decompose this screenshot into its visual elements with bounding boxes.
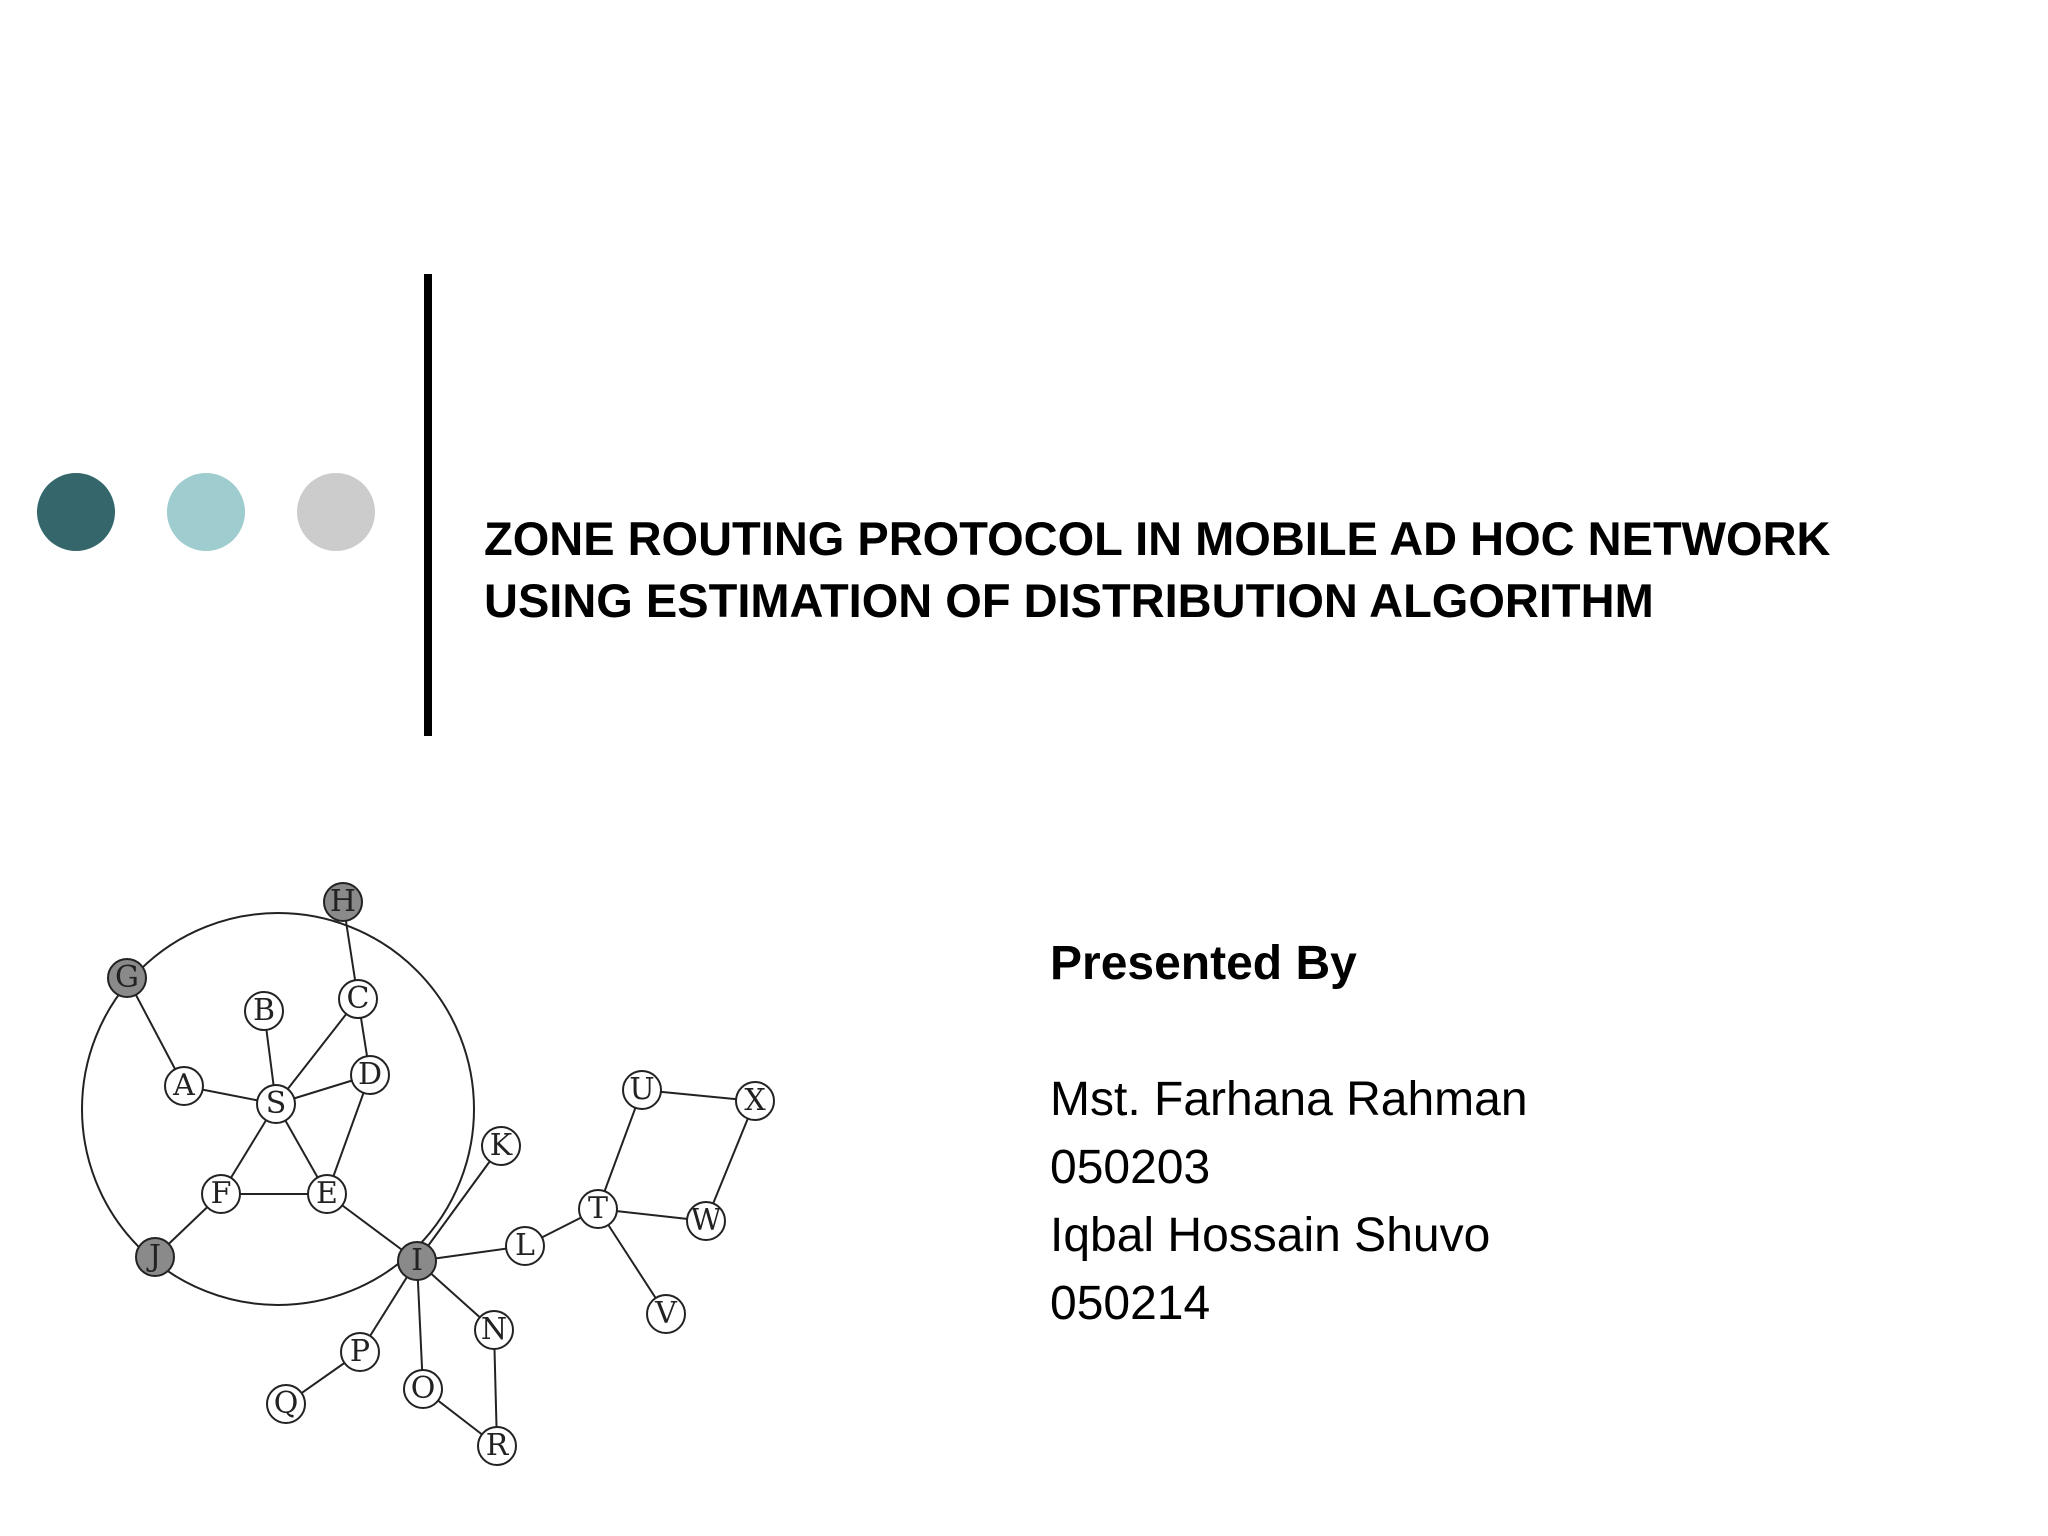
node-label: V [655, 1296, 677, 1331]
node-L [506, 1227, 544, 1265]
node-label: T [587, 1191, 609, 1226]
node-I [398, 1242, 436, 1280]
node-Q [267, 1385, 305, 1423]
node-J [136, 1238, 174, 1276]
presenter-id-1: 050203 [1050, 1141, 1211, 1194]
node-label: O [410, 1371, 436, 1406]
node-label: G [115, 960, 139, 995]
edge-I-K [417, 1146, 501, 1261]
node-R [478, 1427, 516, 1465]
node-V [647, 1295, 685, 1333]
network-graph [60, 865, 820, 1485]
node-label: K [489, 1128, 513, 1163]
presenter-id-2: 050214 [1050, 1277, 1211, 1330]
node-D [351, 1056, 389, 1094]
node-H [324, 883, 362, 921]
node-label: C [346, 981, 370, 1016]
node-label: H [329, 884, 357, 919]
decor-dot-light [167, 473, 245, 551]
slide-title [484, 508, 2004, 632]
node-label: X [744, 1083, 766, 1118]
node-label: W [690, 1203, 722, 1238]
presenter-name-1: Mst. Farhana Rahman [1050, 1073, 1528, 1126]
node-W [687, 1202, 725, 1240]
node-label: E [316, 1176, 338, 1211]
node-K [482, 1127, 520, 1165]
node-label: U [629, 1072, 655, 1107]
node-label: F [210, 1176, 232, 1211]
node-label: A [173, 1068, 195, 1103]
node-label: B [252, 993, 276, 1028]
node-N [475, 1311, 513, 1349]
node-F [202, 1175, 240, 1213]
node-T [579, 1190, 617, 1228]
vertical-divider [424, 274, 432, 736]
node-label: I [411, 1243, 423, 1278]
network-diagram [60, 865, 820, 1485]
node-E [308, 1175, 346, 1213]
decor-dot-dark [37, 473, 115, 551]
node-label: L [515, 1228, 535, 1263]
node-label: Q [273, 1386, 299, 1421]
node-U [623, 1071, 661, 1109]
node-A [165, 1067, 203, 1105]
node-X [736, 1082, 774, 1120]
node-S [257, 1085, 295, 1123]
presenters-heading: Presented By [1050, 937, 1357, 990]
node-label: P [349, 1334, 371, 1369]
node-label: R [485, 1428, 509, 1463]
node-C [339, 980, 377, 1018]
title-line-1: ZONE ROUTING PROTOCOL IN MOBILE AD HOC NETWORK [484, 512, 1831, 565]
node-label: D [357, 1057, 383, 1092]
presenters-block [1050, 930, 1950, 1338]
presenter-name-2: Iqbal Hossain Shuvo [1050, 1209, 1491, 1262]
node-label: N [480, 1312, 508, 1347]
node-B [245, 992, 283, 1030]
node-P [341, 1333, 379, 1371]
node-label: J [148, 1239, 162, 1274]
node-O [404, 1370, 442, 1408]
node-label: S [265, 1086, 287, 1121]
title-line-2: USING ESTIMATION OF DISTRIBUTION ALGORITHM [484, 574, 1654, 627]
node-G [108, 959, 146, 997]
decor-dot-gray [297, 473, 375, 551]
